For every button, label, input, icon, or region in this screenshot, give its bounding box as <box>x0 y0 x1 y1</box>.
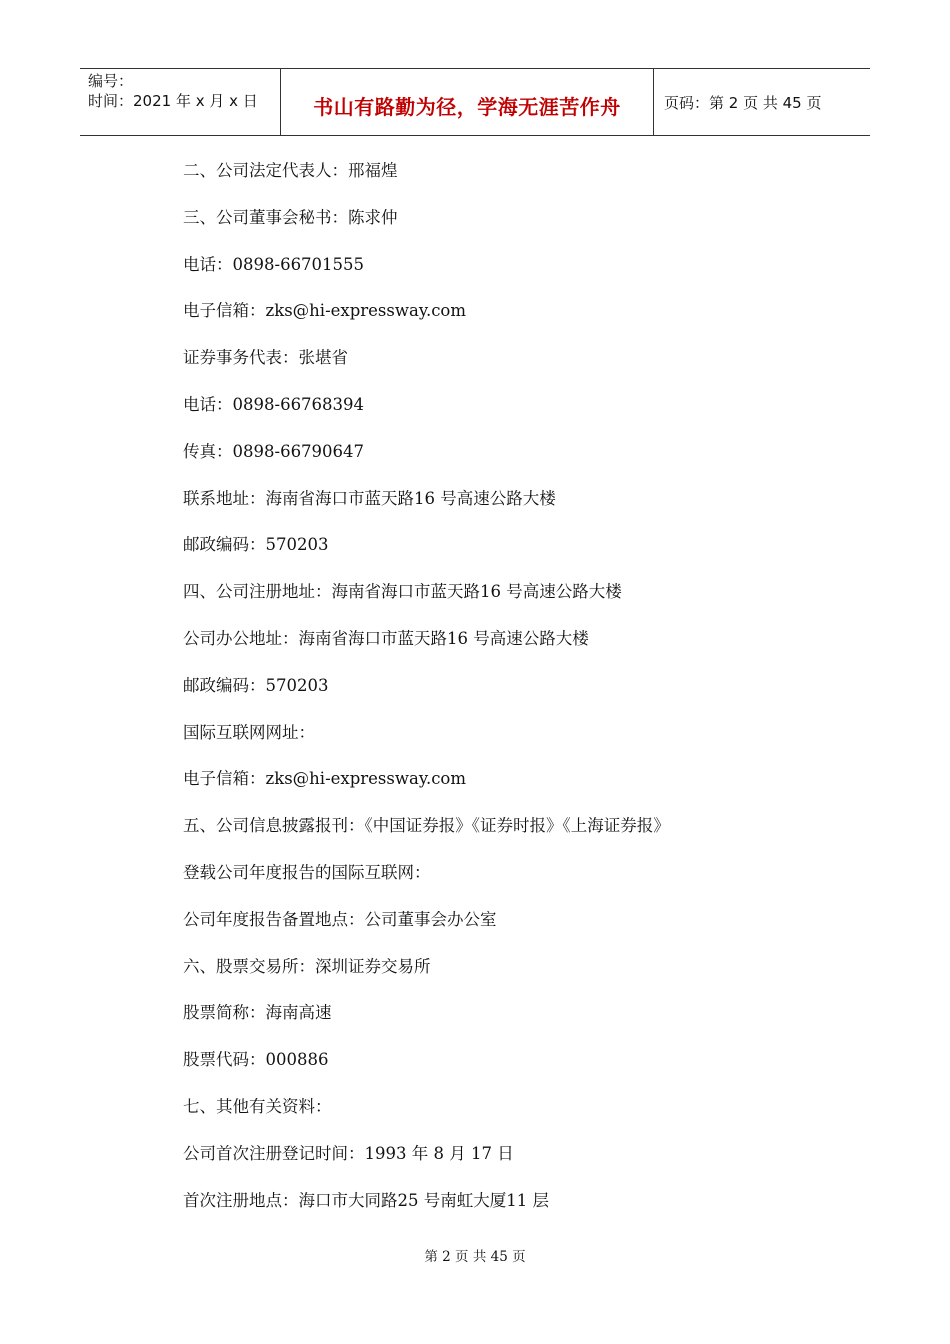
text-line: 证券事务代表：张堪省 <box>183 348 348 368</box>
document-body <box>183 148 843 1224</box>
text-line: 登载公司年度报告的国际互联网： <box>183 862 431 882</box>
page-header <box>80 68 870 136</box>
text-line: 公司首次注册登记时间：1993 年 8 月 17 日 <box>183 1143 514 1163</box>
text-line: 电子信箱：zks@hi-expressway.com <box>183 301 467 321</box>
document-time-label: 时间：2021 年 x 月 x 日 <box>88 92 258 110</box>
text-line: 联系地址：海南省海口市蓝天路16 号高速公路大楼 <box>183 488 556 508</box>
header-meta <box>80 69 281 135</box>
page-footer: 第 2 页 共 45 页 <box>424 1249 526 1265</box>
header-page-info: 页码：第 2 页 共 45 页 <box>664 93 822 112</box>
text-line: 三、公司董事会秘书：陈求仲 <box>183 207 398 227</box>
text-line: 七、其他有关资料： <box>183 1096 332 1116</box>
text-line: 邮政编码：570203 <box>183 535 329 555</box>
text-line: 公司办公地址：海南省海口市蓝天路16 号高速公路大楼 <box>183 628 589 648</box>
text-line: 电话：0898-66701555 <box>183 254 365 274</box>
text-line: 首次注册地点：海口市大同路25 号南虹大厦11 层 <box>183 1190 549 1210</box>
text-line: 五、公司信息披露报刊：《中国证券报》《证券时报》《上海证券报》 <box>183 816 670 836</box>
text-line: 电子信箱：zks@hi-expressway.com <box>183 769 467 789</box>
document-number-label: 编号： <box>88 72 134 90</box>
text-line: 四、公司注册地址：海南省海口市蓝天路16 号高速公路大楼 <box>183 582 622 602</box>
text-line: 股票简称：海南高速 <box>183 1003 332 1023</box>
text-line: 传真：0898-66790647 <box>183 441 365 461</box>
header-motto: 书山有路勤为径，学海无涯苦作舟 <box>281 69 654 135</box>
text-line: 电话：0898-66768394 <box>183 394 365 414</box>
text-line: 公司年度报告备置地点：公司董事会办公室 <box>183 909 497 929</box>
text-line: 国际互联网网址： <box>183 722 315 742</box>
text-line: 邮政编码：570203 <box>183 675 329 695</box>
text-line: 二、公司法定代表人：邢福煌 <box>183 161 398 180</box>
text-line: 六、股票交易所：深圳证券交易所 <box>183 956 431 976</box>
text-line: 股票代码：000886 <box>183 1050 329 1070</box>
